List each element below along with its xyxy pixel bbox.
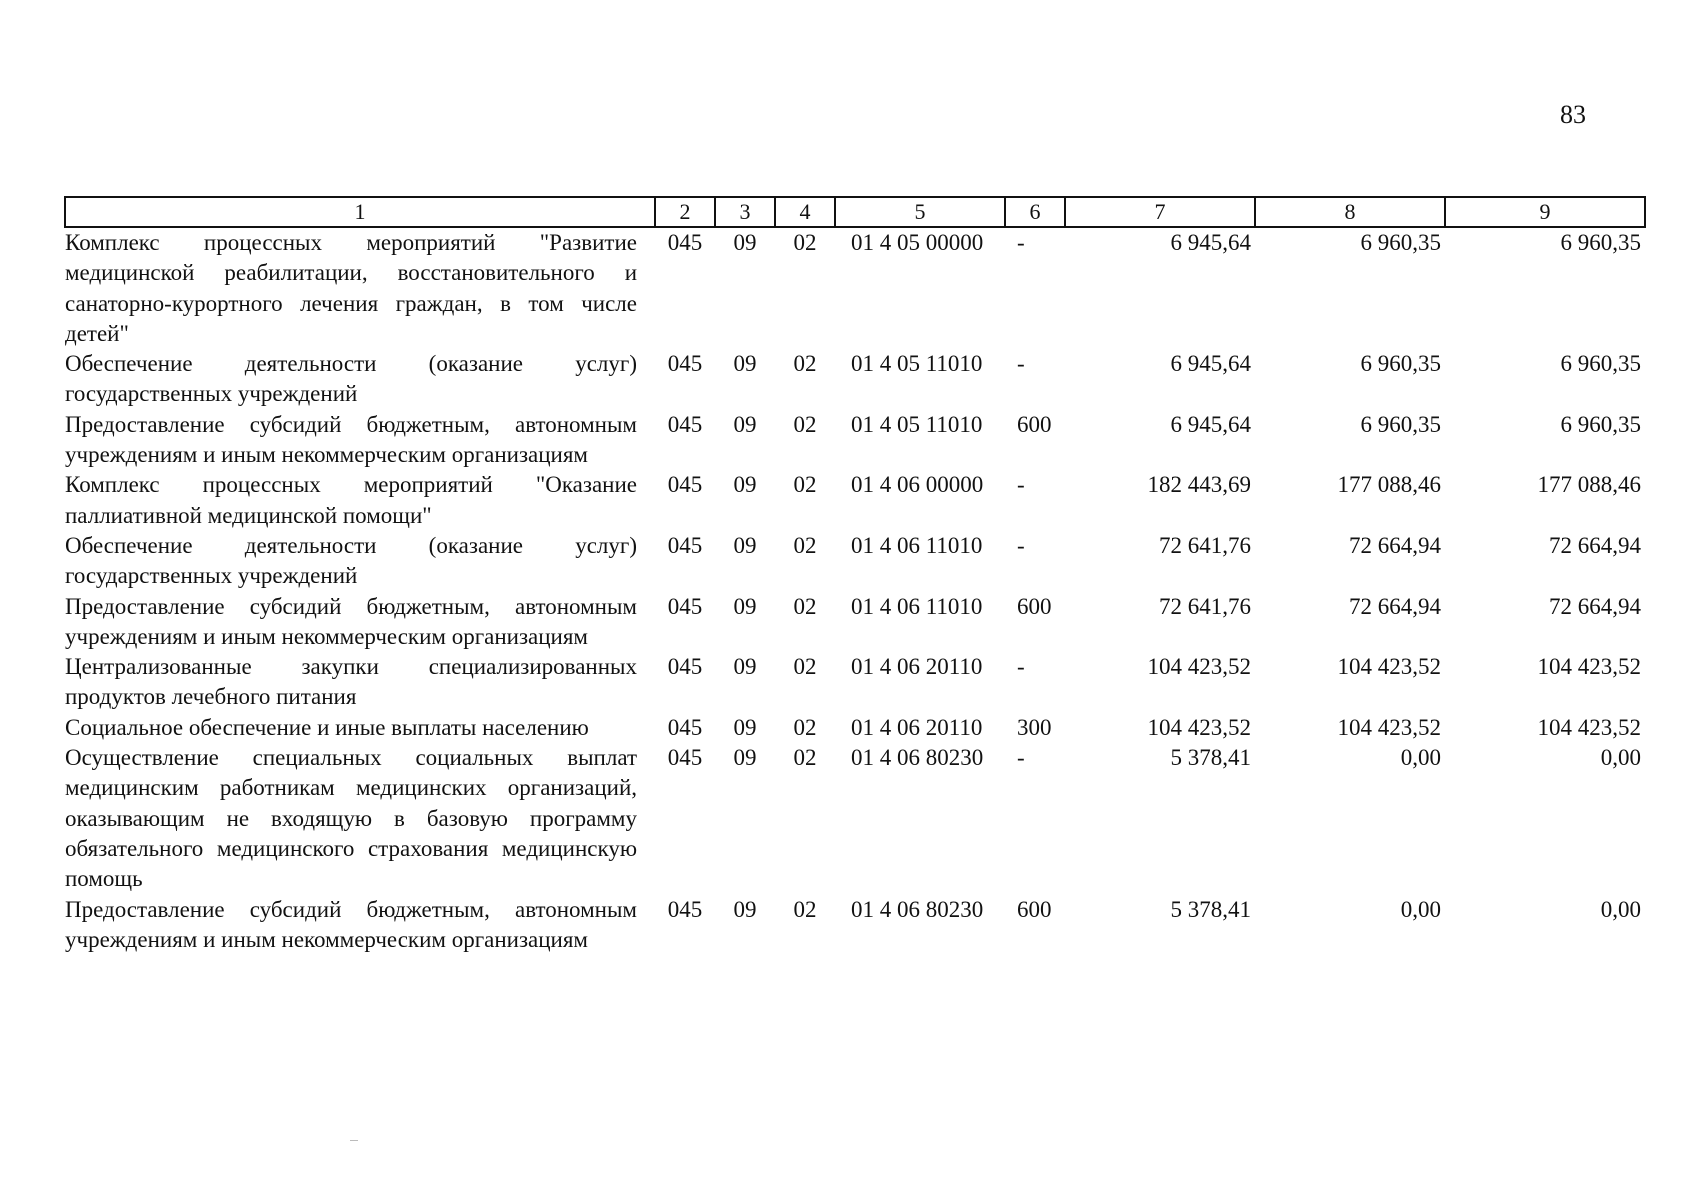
row-sum-col8: 0,00	[1400, 745, 1441, 771]
row-target-code: 01 4 05 00000	[851, 230, 984, 255]
header-col-5: 5	[835, 197, 1005, 227]
row-subsection: 02	[793, 654, 817, 680]
row-section: 09	[733, 472, 757, 498]
row-sum-col9: 72 664,94	[1549, 593, 1641, 619]
row-sum-col9: 6 960,35	[1560, 351, 1641, 377]
row-target-code: 01 4 06 11010	[851, 532, 983, 558]
row-sum-col7: 72 641,76	[1159, 532, 1251, 558]
row-grbs: 045	[667, 654, 703, 680]
row-expense-type: 300	[1017, 714, 1052, 740]
row-grbs: 045	[667, 745, 703, 771]
row-name: Комплекс процессных мероприятий "Оказание паллиативной медицинской помощи"	[65, 472, 637, 528]
row-section: 09	[733, 411, 757, 437]
row-sum-col8: 72 664,94	[1349, 593, 1441, 619]
row-expense-type: -	[1017, 351, 1025, 377]
header-col-8: 8	[1255, 197, 1445, 227]
row-expense-type: 600	[1017, 593, 1052, 619]
row-target-code: 01 4 05 11010	[851, 351, 983, 377]
row-expense-type: 600	[1017, 411, 1052, 437]
table-row	[65, 592, 1645, 653]
table-row	[65, 227, 1645, 349]
page-number: 83	[1560, 100, 1586, 129]
row-sum-col9: 104 423,52	[1537, 654, 1641, 680]
row-sum-col9: 0,00	[1600, 896, 1641, 922]
table-row	[65, 349, 1645, 410]
row-name: Комплекс процессных мероприятий "Развитие медицинской реабилитации, восстановительного и санаторно-курортного лечения граждан, в том числе детей"	[65, 230, 637, 346]
row-subsection: 02	[793, 593, 817, 619]
row-subsection: 02	[793, 745, 817, 771]
table-row	[65, 713, 1645, 743]
row-sum-col8: 6 960,35	[1360, 351, 1441, 377]
row-section: 09	[733, 896, 757, 922]
table-row	[65, 470, 1645, 531]
row-subsection: 02	[793, 230, 817, 255]
row-section: 09	[733, 532, 757, 558]
row-sum-col9: 104 423,52	[1537, 714, 1641, 740]
row-subsection: 02	[793, 411, 817, 437]
table-row	[65, 895, 1645, 956]
row-sum-col9: 177 088,46	[1537, 472, 1641, 498]
row-subsection: 02	[793, 472, 817, 498]
row-section: 09	[733, 714, 757, 740]
row-name: Обеспечение деятельности (оказание услуг) государственных учреждений	[65, 351, 637, 407]
scan-artifact	[350, 1140, 358, 1141]
header-col-3: 3	[715, 197, 775, 227]
header-col-2: 2	[655, 197, 715, 227]
row-section: 09	[733, 230, 757, 255]
row-sum-col7: 72 641,76	[1159, 593, 1251, 619]
table-row	[65, 652, 1645, 713]
row-sum-col7: 182 443,69	[1147, 472, 1251, 498]
row-target-code: 01 4 06 20110	[851, 654, 983, 680]
row-sum-col9: 0,00	[1600, 745, 1641, 771]
row-grbs: 045	[667, 411, 703, 437]
header-col-7: 7	[1065, 197, 1255, 227]
budget-table	[64, 196, 1646, 955]
header-col-1: 1	[65, 197, 655, 227]
row-sum-col8: 104 423,52	[1337, 714, 1441, 740]
row-name: Предоставление субсидий бюджетным, автономным учреждениям и иным некоммерческим организациям	[65, 411, 637, 468]
row-grbs: 045	[667, 351, 703, 377]
row-grbs: 045	[667, 472, 703, 498]
row-target-code: 01 4 05 11010	[851, 411, 983, 437]
row-grbs: 045	[667, 896, 703, 922]
row-sum-col7: 6 945,64	[1170, 411, 1251, 437]
row-target-code: 01 4 06 20110	[851, 714, 983, 740]
row-sum-col7: 6 945,64	[1170, 230, 1251, 255]
row-name: Осуществление специальных социальных выплат медицинским работникам медицинских организаций, оказывающим не входящую в базовую программу обязательного медицинского страхования медицинскую помощь	[65, 745, 637, 892]
row-sum-col7: 104 423,52	[1147, 714, 1251, 740]
row-grbs: 045	[667, 532, 703, 558]
row-grbs: 045	[667, 714, 703, 740]
row-section: 09	[733, 593, 757, 619]
row-name: Предоставление субсидий бюджетным, автономным учреждениям и иным некоммерческим организациям	[65, 593, 637, 649]
row-sum-col7: 6 945,64	[1170, 351, 1251, 377]
row-section: 09	[733, 351, 757, 377]
table-row	[65, 531, 1645, 592]
row-sum-col8: 72 664,94	[1349, 532, 1441, 558]
row-sum-col7: 5 378,41	[1170, 896, 1251, 922]
row-subsection: 02	[793, 896, 817, 922]
table-row	[65, 743, 1645, 894]
row-subsection: 02	[793, 532, 817, 558]
header-col-6: 6	[1005, 197, 1065, 227]
row-sum-col7: 104 423,52	[1147, 654, 1251, 680]
header-col-9: 9	[1445, 197, 1645, 227]
row-section: 09	[733, 745, 757, 771]
row-expense-type: -	[1017, 472, 1025, 498]
row-target-code: 01 4 06 11010	[851, 593, 983, 619]
row-sum-col8: 0,00	[1400, 896, 1441, 922]
row-sum-col9: 6 960,35	[1560, 411, 1641, 437]
row-name: Централизованные закупки специализированных продуктов лечебного питания	[65, 654, 637, 710]
row-sum-col8: 177 088,46	[1337, 472, 1441, 498]
row-sum-col9: 6 960,35	[1560, 230, 1641, 255]
row-grbs: 045	[667, 593, 703, 619]
row-expense-type: 600	[1017, 896, 1052, 922]
row-expense-type: -	[1017, 532, 1025, 558]
row-subsection: 02	[793, 351, 817, 377]
row-sum-col8: 6 960,35	[1360, 411, 1441, 437]
row-name: Обеспечение деятельности (оказание услуг) государственных учреждений	[65, 532, 637, 589]
row-target-code: 01 4 06 00000	[851, 472, 984, 498]
row-name: Социальное обеспечение и иные выплаты населению	[65, 714, 589, 740]
row-grbs: 045	[667, 230, 703, 255]
row-sum-col8: 104 423,52	[1337, 654, 1441, 680]
row-sum-col9: 72 664,94	[1549, 532, 1641, 558]
table-row	[65, 410, 1645, 471]
row-expense-type: -	[1017, 745, 1025, 771]
row-target-code: 01 4 06 80230	[851, 896, 984, 922]
row-target-code: 01 4 06 80230	[851, 745, 984, 771]
row-subsection: 02	[793, 714, 817, 740]
row-expense-type: -	[1017, 654, 1025, 680]
row-sum-col8: 6 960,35	[1360, 230, 1441, 255]
row-section: 09	[733, 654, 757, 680]
row-expense-type: -	[1017, 230, 1025, 255]
row-sum-col7: 5 378,41	[1170, 745, 1251, 771]
header-col-4: 4	[775, 197, 835, 227]
header-row	[65, 197, 1645, 227]
row-name: Предоставление субсидий бюджетным, автономным учреждениям и иным некоммерческим организациям	[65, 896, 637, 952]
